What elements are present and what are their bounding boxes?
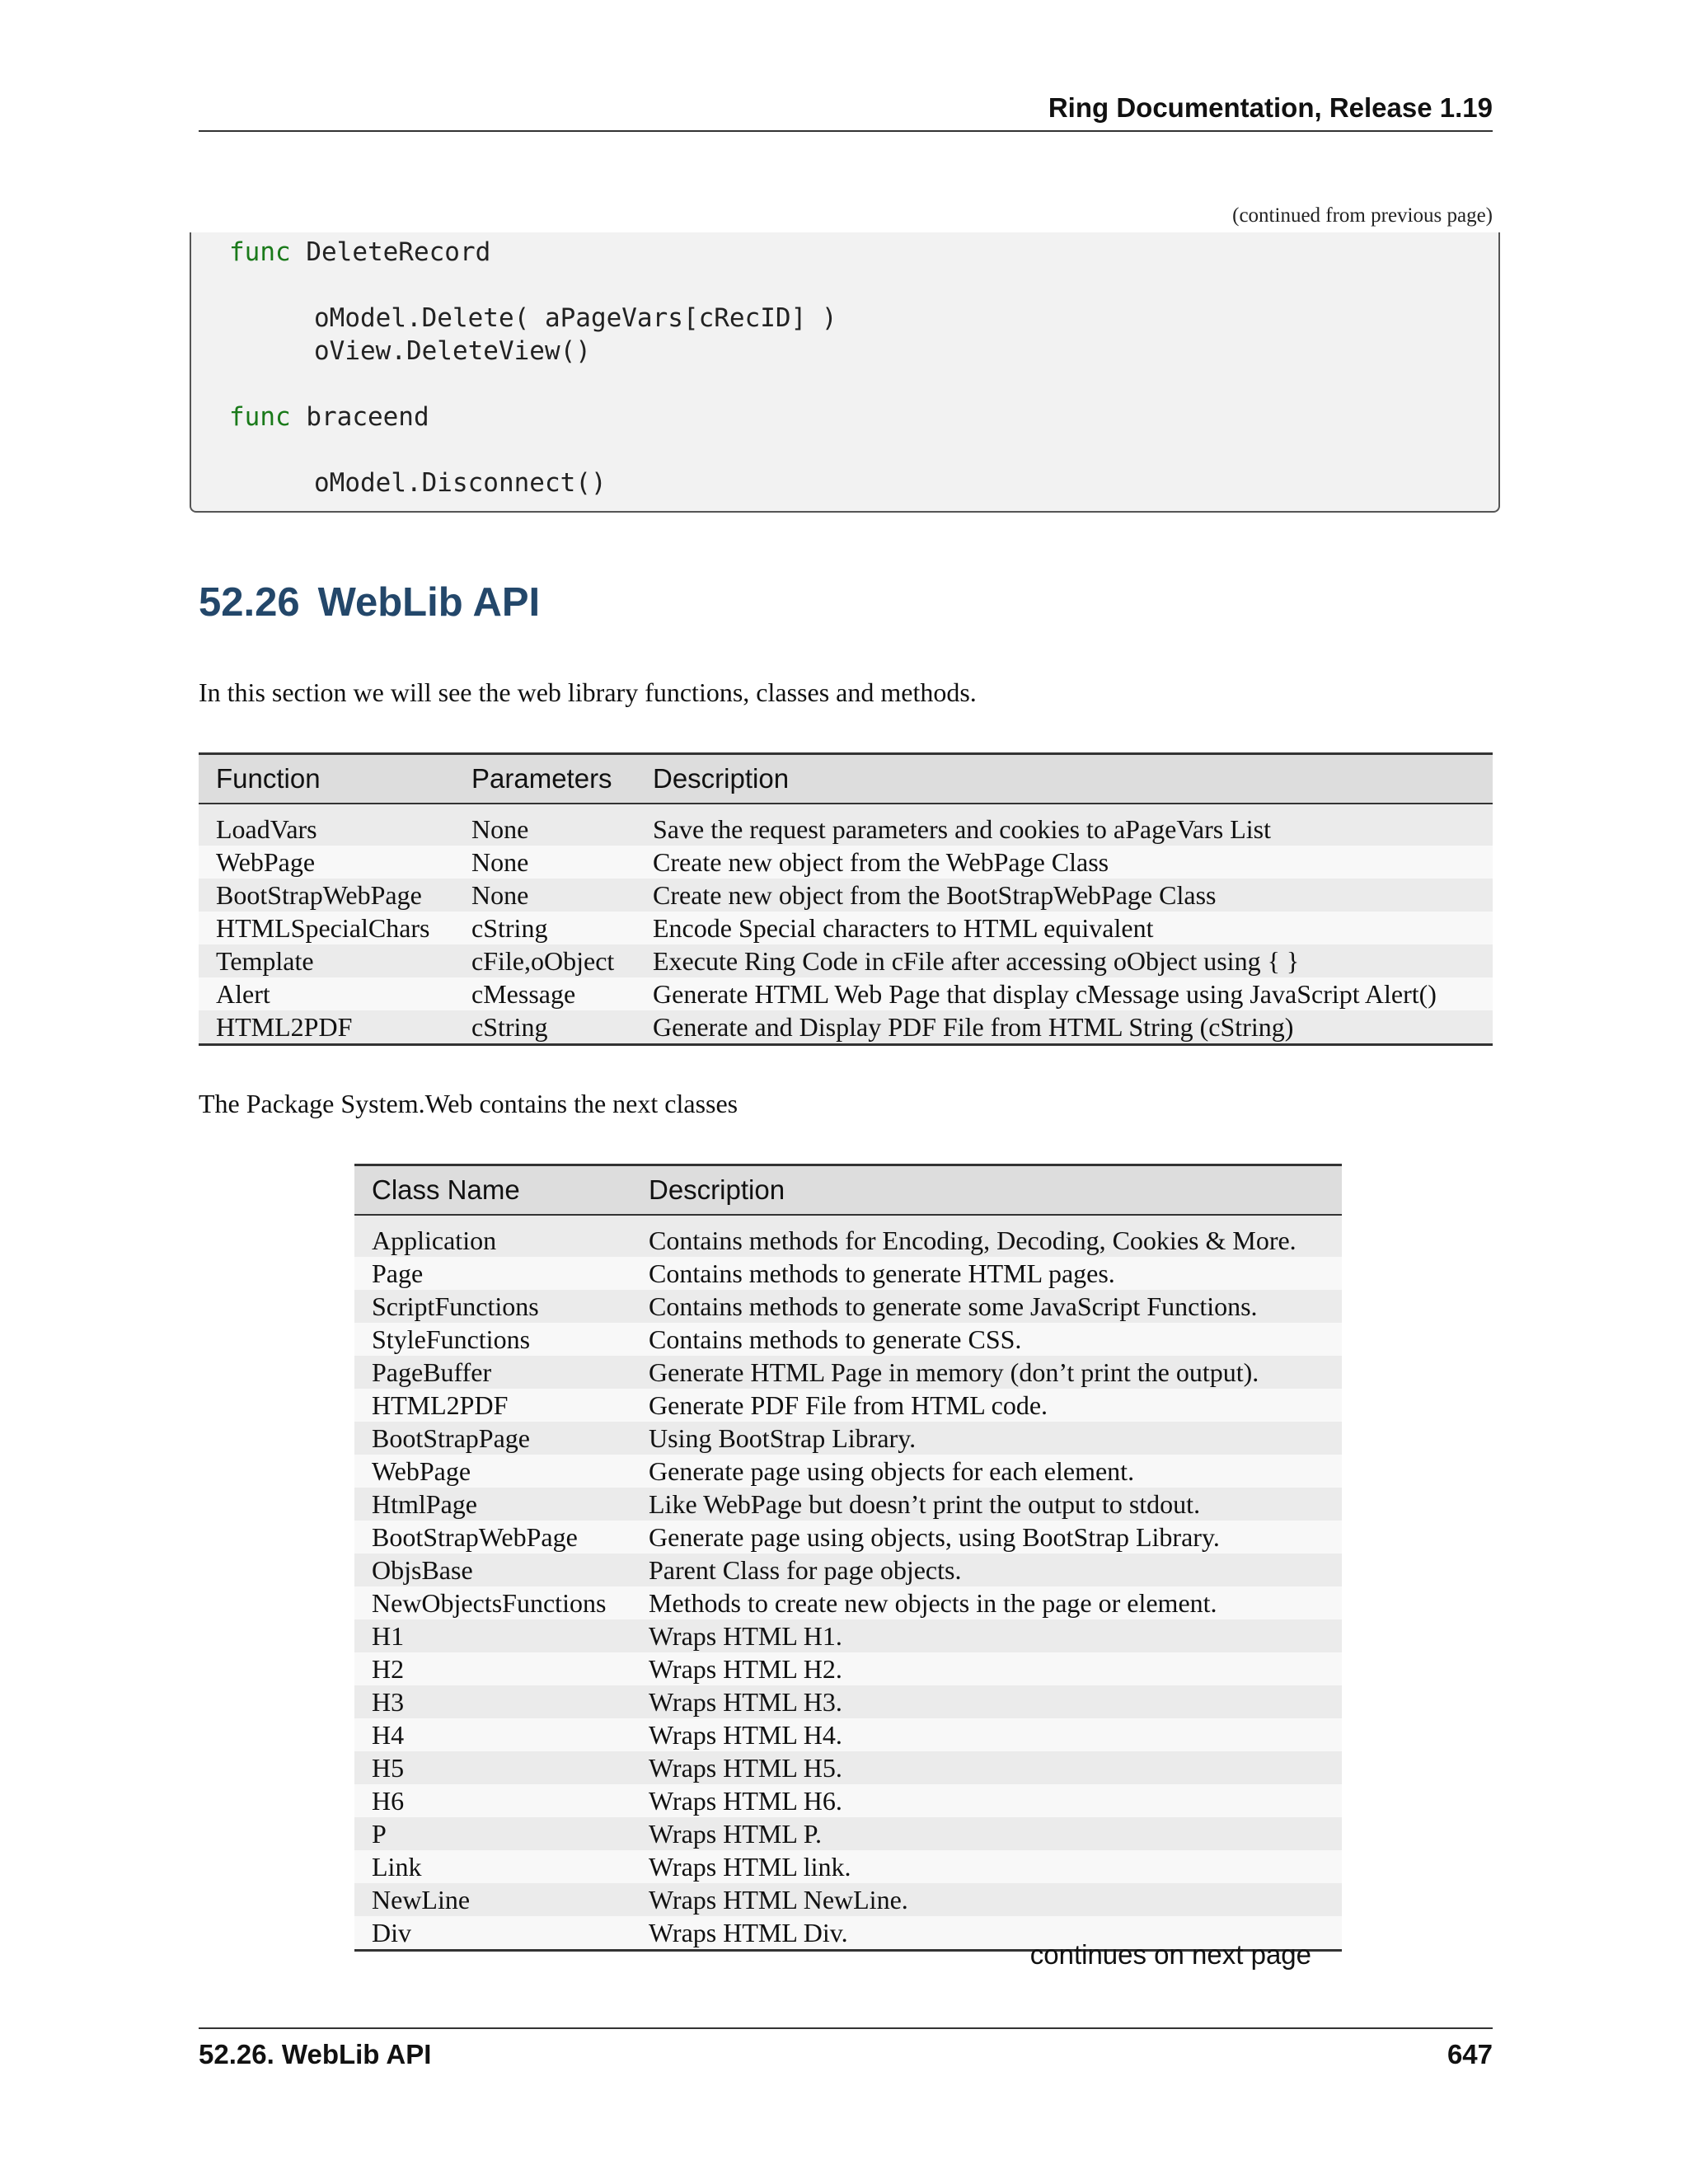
table-row xyxy=(354,1619,1342,1652)
table-row xyxy=(354,1685,1342,1718)
table-cell: BootStrapWebPage xyxy=(372,1522,578,1552)
table-cell: HTMLSpecialChars xyxy=(216,913,430,943)
table-cell: Contains methods for Encoding, Decoding, Cookies & More. xyxy=(649,1226,1296,1255)
header-title: Ring Documentation, Release 1.19 xyxy=(1048,92,1493,123)
code-keyword: func xyxy=(229,237,291,267)
intro-paragraph: In this section we will see the web library functions, classes and methods. xyxy=(199,677,977,707)
table-cell: Contains methods to generate some JavaScript Functions. xyxy=(649,1291,1258,1321)
table-row xyxy=(354,1257,1342,1290)
table-row xyxy=(199,977,1493,1010)
table-cell: StyleFunctions xyxy=(372,1324,531,1354)
column-header: Description xyxy=(631,1165,1342,1216)
table-cell: Template xyxy=(216,946,314,976)
code-line xyxy=(229,236,1498,269)
table-cell: H6 xyxy=(372,1786,405,1816)
table-row xyxy=(354,1422,1342,1455)
table-cell: H5 xyxy=(372,1753,405,1783)
column-header: Function xyxy=(199,754,454,804)
code-blank-line xyxy=(229,368,1498,401)
code-line: oView.DeleteView() xyxy=(314,336,591,366)
code-block xyxy=(190,232,1500,513)
table-cell: Wraps HTML H4. xyxy=(649,1720,842,1750)
table-cell: Parent Class for page objects. xyxy=(649,1555,962,1585)
table-cell: P xyxy=(372,1819,387,1849)
code-blank-line xyxy=(229,434,1498,466)
page-header xyxy=(199,92,1493,132)
table-row xyxy=(354,1290,1342,1323)
table-cell: Generate HTML Page in memory (don’t print the output). xyxy=(649,1357,1259,1387)
section-number: 52.26 xyxy=(199,580,300,625)
table-row xyxy=(354,1586,1342,1619)
page-number: 647 xyxy=(1447,2039,1493,2069)
table-cell: LoadVars xyxy=(216,814,317,844)
table-cell: cString xyxy=(471,913,548,943)
table-cell: H1 xyxy=(372,1621,405,1651)
code-keyword: func xyxy=(229,402,291,432)
table-row xyxy=(354,1883,1342,1916)
table-cell: Generate PDF File from HTML code. xyxy=(649,1390,1048,1420)
table-cell: Wraps HTML link. xyxy=(649,1852,851,1882)
table-cell: Wraps HTML H6. xyxy=(649,1786,842,1816)
table-row xyxy=(199,912,1493,944)
table-row xyxy=(354,1323,1342,1356)
code-line: oModel.Delete( aPageVars[cRecID] ) xyxy=(314,303,837,333)
table-cell: Wraps HTML H2. xyxy=(649,1654,842,1684)
package-paragraph: The Package System.Web contains the next classes xyxy=(199,1089,738,1118)
table-row xyxy=(354,1215,1342,1257)
table-header-row xyxy=(354,1165,1342,1216)
table-cell: Using BootStrap Library. xyxy=(649,1423,917,1453)
table-cell: HTML2PDF xyxy=(199,1010,454,1045)
table-row xyxy=(199,1010,1493,1045)
table-cell: ObjsBase xyxy=(372,1555,473,1585)
functions-table xyxy=(199,752,1493,1046)
table-cell: Create new object from the WebPage Class xyxy=(653,847,1109,877)
table-row xyxy=(354,1850,1342,1883)
table-cell: PageBuffer xyxy=(372,1357,492,1387)
table-cell: NewObjectsFunctions xyxy=(372,1588,607,1618)
table-cell: Wraps HTML H5. xyxy=(649,1753,842,1783)
table-cell: Wraps HTML Div. xyxy=(631,1916,1342,1951)
table-cell: Link xyxy=(372,1852,422,1882)
table-row xyxy=(354,1784,1342,1817)
section-heading: WebLib API xyxy=(317,580,541,625)
table-cell: Contains methods to generate CSS. xyxy=(649,1324,1022,1354)
classes-table xyxy=(354,1164,1342,1952)
table-cell: cMessage xyxy=(471,979,576,1009)
code-text: DeleteRecord xyxy=(306,237,491,267)
section-title xyxy=(199,579,540,626)
table-cell: Wraps HTML H3. xyxy=(649,1687,842,1717)
table-cell: Generate page using objects for each element. xyxy=(649,1456,1135,1486)
continues-label: continues on next page xyxy=(1029,1939,1311,1970)
table-row xyxy=(354,1488,1342,1521)
footer-section-title: 52.26. WebLib API xyxy=(199,2039,432,2069)
table-cell: Execute Ring Code in cFile after accessing oObject using { } xyxy=(653,946,1300,976)
table-row xyxy=(354,1718,1342,1751)
table-cell: None xyxy=(471,880,529,910)
table-row xyxy=(199,879,1493,912)
continued-label: (continued from previous page) xyxy=(1232,204,1493,227)
column-header: Description xyxy=(635,754,1493,804)
table-row xyxy=(354,1389,1342,1422)
table-cell: H3 xyxy=(372,1687,405,1717)
table-cell: Generate and Display PDF File from HTML String (cString) xyxy=(635,1010,1493,1045)
code-line: oModel.Disconnect() xyxy=(314,468,607,498)
table-cell: cString xyxy=(454,1010,635,1045)
code-blank-line xyxy=(229,269,1498,302)
table-cell: HtmlPage xyxy=(372,1489,477,1519)
table-cell: WebPage xyxy=(216,847,316,877)
table-cell: Alert xyxy=(216,979,270,1009)
table-cell: Encode Special characters to HTML equivalent xyxy=(653,913,1154,943)
page-footer xyxy=(199,2027,1493,2079)
table-cell: Generate page using objects, using BootStrap Library. xyxy=(649,1522,1220,1552)
table-cell: Div xyxy=(354,1916,631,1951)
table-cell: None xyxy=(471,847,529,877)
table-cell: Methods to create new objects in the page or element. xyxy=(649,1588,1217,1618)
table-row xyxy=(354,1356,1342,1389)
table-row xyxy=(354,1751,1342,1784)
table-cell: Application xyxy=(372,1226,497,1255)
table-row xyxy=(354,1455,1342,1488)
table-cell: Wraps HTML P. xyxy=(649,1819,822,1849)
column-header: Parameters xyxy=(454,754,635,804)
table-cell: NewLine xyxy=(372,1885,471,1915)
table-cell: WebPage xyxy=(372,1456,471,1486)
table-cell: H4 xyxy=(372,1720,405,1750)
table-row xyxy=(199,944,1493,977)
table-cell: Create new object from the BootStrapWebPage Class xyxy=(653,880,1217,910)
table-cell: BootStrapPage xyxy=(372,1423,530,1453)
table-header-row xyxy=(199,754,1493,804)
table-row xyxy=(199,804,1493,846)
column-header: Class Name xyxy=(354,1165,631,1216)
table-cell: Wraps HTML NewLine. xyxy=(649,1885,908,1915)
table-cell: Wraps HTML H1. xyxy=(649,1621,842,1651)
table-cell: Like WebPage but doesn’t print the output to stdout. xyxy=(649,1489,1201,1519)
table-cell: None xyxy=(471,814,529,844)
table-cell: HTML2PDF xyxy=(372,1390,509,1420)
table-row xyxy=(354,1554,1342,1586)
table-cell: Contains methods to generate HTML pages. xyxy=(649,1258,1115,1288)
table-cell: Save the request parameters and cookies to aPageVars List xyxy=(653,814,1271,844)
table-cell: BootStrapWebPage xyxy=(216,880,422,910)
table-row xyxy=(354,1521,1342,1554)
table-cell: H2 xyxy=(372,1654,405,1684)
table-row xyxy=(354,1817,1342,1850)
table-cell: Page xyxy=(372,1258,424,1288)
code-text: braceend xyxy=(306,402,429,432)
table-cell: ScriptFunctions xyxy=(372,1291,539,1321)
table-cell: cFile,oObject xyxy=(471,946,615,976)
table-row xyxy=(354,1652,1342,1685)
table-row xyxy=(199,846,1493,879)
code-line xyxy=(229,401,1498,434)
table-cell: Generate HTML Web Page that display cMessage using JavaScript Alert() xyxy=(653,979,1437,1009)
